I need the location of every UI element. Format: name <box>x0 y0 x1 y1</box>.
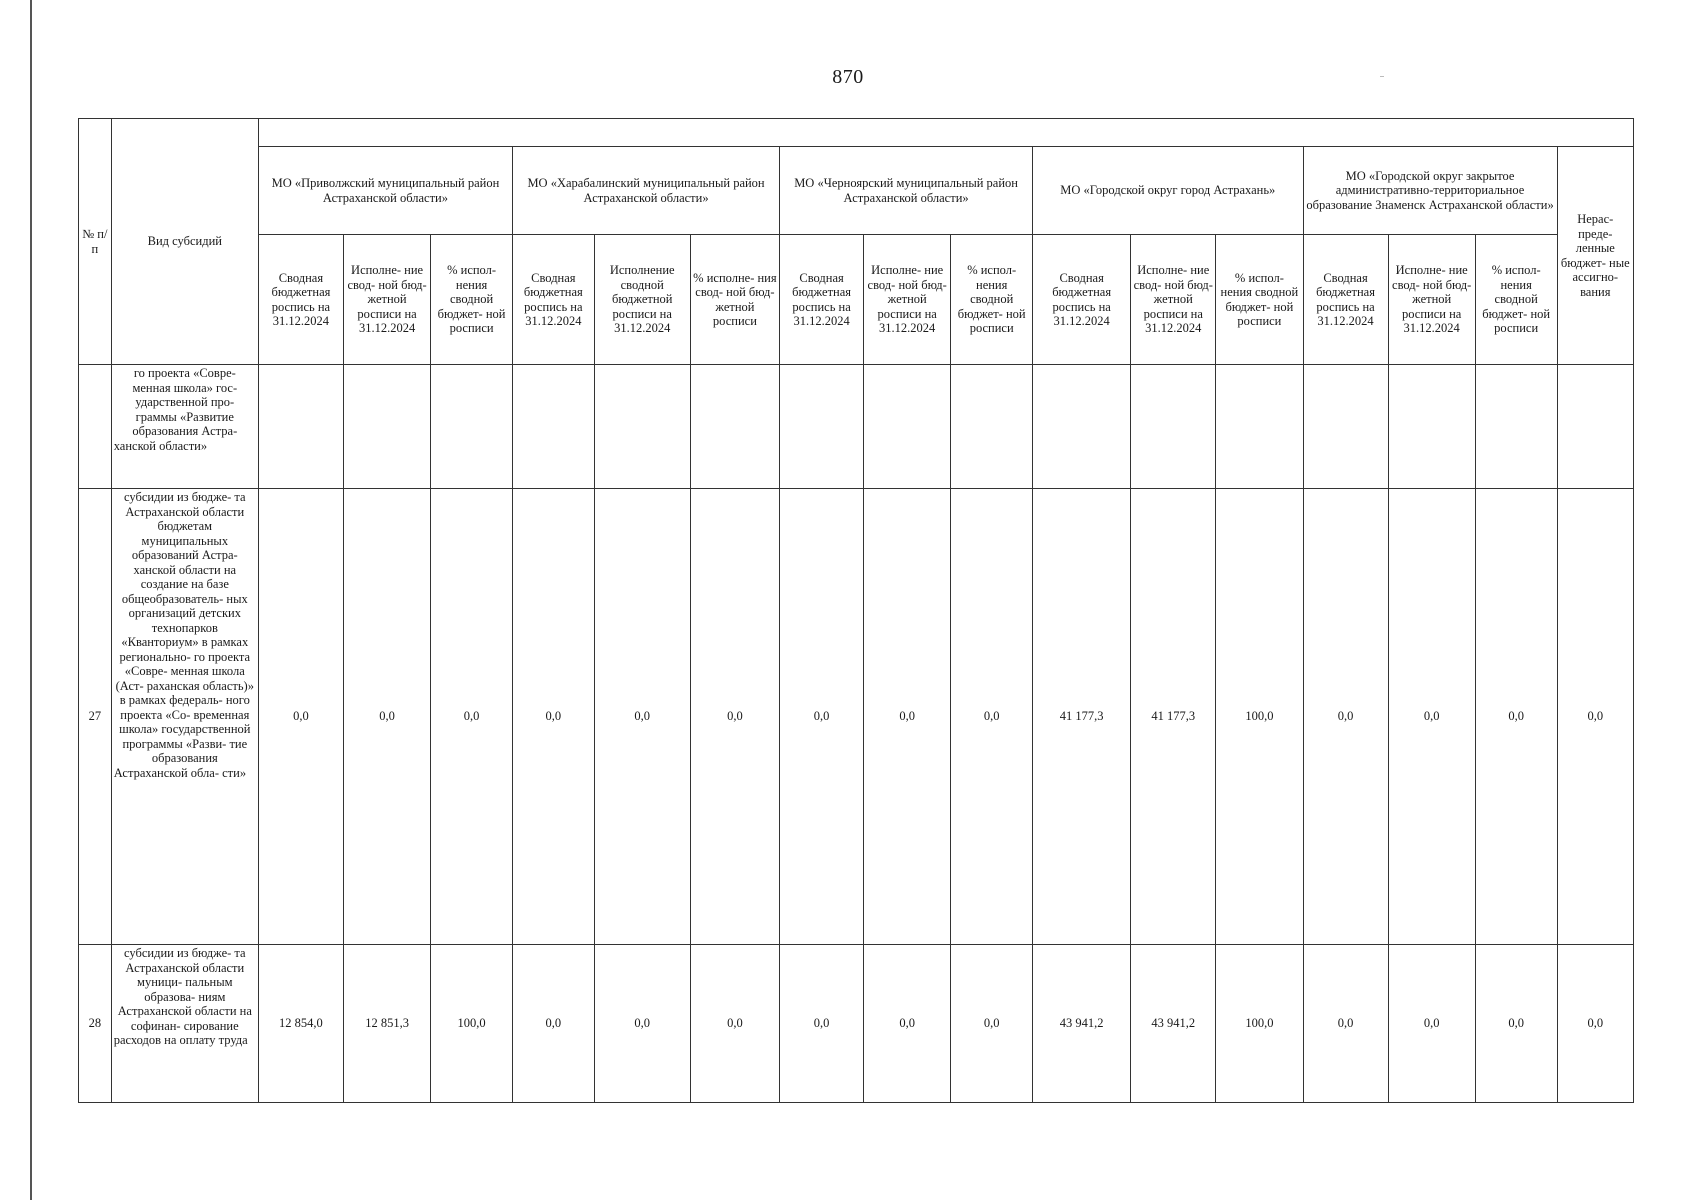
value-cell: 0,0 <box>864 489 951 945</box>
value-cell: 0,0 <box>512 945 594 1103</box>
value-cell <box>1131 365 1216 489</box>
subheader-percent: % испол- нения сводной бюджет- ной росписи <box>1216 235 1303 365</box>
header-unallocated: Нерас- преде- ленные бюджет- ные ассигно- вания <box>1557 147 1633 365</box>
value-cell: 0,0 <box>951 945 1033 1103</box>
subsidy-kind: субсидии из бюдже- та Астраханской области муници- пальным образова- ниям Астраханской области на софинан- сирование расходов на оплату труда <box>111 945 258 1103</box>
value-cell: 0,0 <box>780 489 864 945</box>
subheader-execution: Исполнение сводной бюджетной росписи на 31.12.2024 <box>594 235 690 365</box>
value-cell: 0,0 <box>258 489 343 945</box>
value-cell: 0,0 <box>512 489 594 945</box>
value-cell <box>431 365 513 489</box>
subheader-execution: Исполне- ние свод- ной бюд- жетной росписи на 31.12.2024 <box>1388 235 1475 365</box>
value-cell: 0,0 <box>690 489 779 945</box>
header-blank-band <box>258 119 1633 147</box>
value-cell: 0,0 <box>1475 489 1557 945</box>
value-cell: 0,0 <box>1303 945 1388 1103</box>
row-number: 28 <box>79 945 112 1103</box>
subheader-percent: % исполне- ния свод- ной бюд- жетной росписи <box>690 235 779 365</box>
value-cell <box>1303 365 1388 489</box>
value-cell <box>512 365 594 489</box>
header-mo-astrakhan: МО «Городской округ город Астрахань» <box>1033 147 1303 235</box>
value-cell: 0,0 <box>690 945 779 1103</box>
page-number: 870 <box>832 66 864 88</box>
value-cell: 0,0 <box>951 489 1033 945</box>
left-margin-line <box>30 0 32 1200</box>
table-row <box>79 365 1634 489</box>
subheader-execution: Исполне- ние свод- ной бюд- жетной росписи на 31.12.2024 <box>864 235 951 365</box>
value-cell <box>1557 365 1633 489</box>
value-cell: 41 177,3 <box>1033 489 1131 945</box>
value-cell: 0,0 <box>594 489 690 945</box>
subheader-budget: Сводная бюджетная роспись на 31.12.2024 <box>1033 235 1131 365</box>
subheader-budget: Сводная бюджетная роспись на 31.12.2024 <box>1303 235 1388 365</box>
value-cell: 41 177,3 <box>1131 489 1216 945</box>
value-cell <box>951 365 1033 489</box>
subheader-budget: Сводная бюджетная роспись на 31.12.2024 <box>780 235 864 365</box>
subheader-budget: Сводная бюджетная роспись на 31.12.2024 <box>258 235 343 365</box>
subheader-percent: % испол- нения сводной бюджет- ной росписи <box>951 235 1033 365</box>
header-mo-privolzhsky: МО «Приволжский муниципальный район Астраханской области» <box>258 147 512 235</box>
value-cell: 0,0 <box>431 489 513 945</box>
value-cell: 0,0 <box>343 489 430 945</box>
value-cell <box>1475 365 1557 489</box>
value-cell <box>690 365 779 489</box>
value-cell <box>864 365 951 489</box>
value-cell <box>343 365 430 489</box>
value-cell <box>780 365 864 489</box>
value-cell: 0,0 <box>1303 489 1388 945</box>
value-cell: 0,0 <box>864 945 951 1103</box>
subheader-percent: % испол- нения сводной бюджет- ной росписи <box>1475 235 1557 365</box>
value-cell: 0,0 <box>1388 945 1475 1103</box>
value-cell: 0,0 <box>1388 489 1475 945</box>
row-number: 27 <box>79 489 112 945</box>
header-num: № п/п <box>79 119 112 365</box>
value-cell: 0,0 <box>780 945 864 1103</box>
value-cell <box>1388 365 1475 489</box>
subheader-execution: Исполне- ние свод- ной бюд- жетной росписи на 31.12.2024 <box>343 235 430 365</box>
subsidy-kind: субсидии из бюдже- та Астраханской области бюджетам муниципальных образований Астра- ханской области на создание на базе общеобразователь- ных организаций детских технопарков «Кванториум» в рамках регионально- го проекта «Совре- менная школа (Аст- раханская область)» в рамках федераль- ного проекта «Со- временная школа» государственной программы «Разви- тие образования Астраханской обла- сти» <box>111 489 258 945</box>
value-cell <box>594 365 690 489</box>
subsidy-kind: го проекта «Совре- менная школа» гос- ударственной про- граммы «Развитие образования Астра- ханской области» <box>111 365 258 489</box>
header-kind: Вид субсидий <box>111 119 258 365</box>
value-cell: 43 941,2 <box>1033 945 1131 1103</box>
value-cell: 100,0 <box>431 945 513 1103</box>
value-cell <box>258 365 343 489</box>
value-cell <box>1216 365 1303 489</box>
table-row <box>79 945 1634 1103</box>
value-cell <box>1033 365 1131 489</box>
value-cell: 0,0 <box>1557 489 1633 945</box>
header-mo-kharabali: МО «Харабалинский муниципальный район Астраханской области» <box>512 147 779 235</box>
row-number <box>79 365 112 489</box>
value-cell: 100,0 <box>1216 489 1303 945</box>
value-cell: 12 851,3 <box>343 945 430 1103</box>
budget-table <box>78 118 1634 1103</box>
value-cell: 0,0 <box>1557 945 1633 1103</box>
subheader-execution: Исполне- ние свод- ной бюд- жетной росписи на 31.12.2024 <box>1131 235 1216 365</box>
value-cell: 0,0 <box>594 945 690 1103</box>
subheader-percent: % испол- нения сводной бюджет- ной росписи <box>431 235 513 365</box>
subheader-budget: Сводная бюджетная роспись на 31.12.2024 <box>512 235 594 365</box>
value-cell: 0,0 <box>1475 945 1557 1103</box>
header-mo-znamensk: МО «Городской округ закрытое административно-территориальное образование Знаменск Астраханской области» <box>1303 147 1557 235</box>
value-cell: 100,0 <box>1216 945 1303 1103</box>
header-mo-chernoyarsky: МО «Черноярский муниципальный район Астраханской области» <box>780 147 1033 235</box>
value-cell: 43 941,2 <box>1131 945 1216 1103</box>
value-cell: 12 854,0 <box>258 945 343 1103</box>
table-row <box>79 489 1634 945</box>
